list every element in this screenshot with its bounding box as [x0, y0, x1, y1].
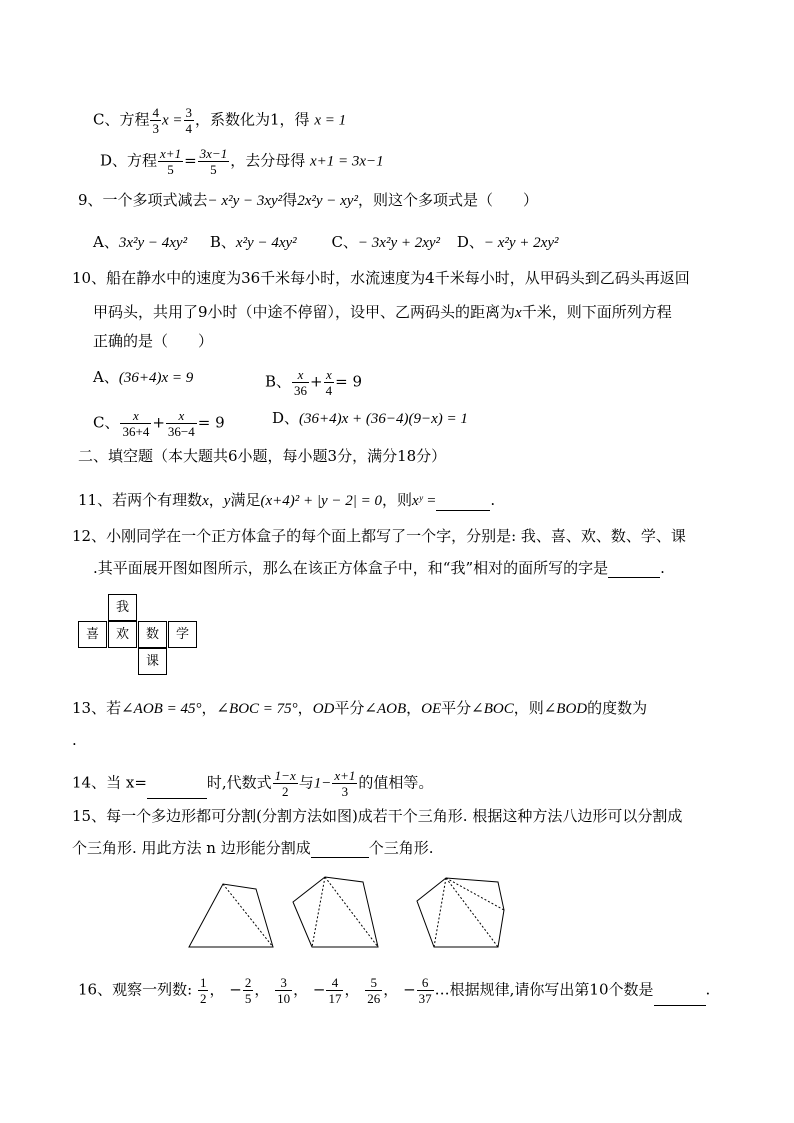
q10-option-d: D、(36+4)x + (36−4)(9−x) = 1 — [272, 409, 468, 427]
pentagon-figure — [293, 877, 378, 947]
fraction: $\frac{x+1}{3}$ — [334, 768, 356, 799]
q10-option-c: C、 $\frac{x}{36+4}$ + $\frac{x}{36-4}$ = 9 — [93, 408, 225, 439]
q10-line1: 10、船在静水中的速度为36千米每小时，水流速度为4千米每小时，从甲码头到乙码头再返回 — [72, 269, 690, 287]
fraction: $\frac{1}{2}$ — [199, 975, 207, 1006]
fraction: $\frac{6}{37}$ — [418, 975, 432, 1006]
net-face-2: 欢 — [108, 621, 137, 648]
q8-option-c: C、方程 $\frac{4}{3}$ x = $\frac{3}{4}$ ，系数化为1，得 x = 1 — [93, 105, 347, 136]
diagonal — [312, 877, 325, 947]
q13-line2: . — [72, 731, 77, 749]
q9-stem: 9、一个多项式减去− x²y − 3xy²得2x²y − xy²，则这个多项式是（ ） — [78, 191, 538, 209]
fraction: $\frac{3}{10}$ — [277, 975, 291, 1006]
answer-blank[interactable] — [311, 841, 369, 858]
fraction: $\frac{4}{3}$ — [152, 105, 159, 136]
fraction: $\frac{2}{5}$ — [244, 975, 252, 1006]
diagonal — [446, 878, 504, 910]
net-face-top: 我 — [108, 594, 137, 621]
diagonal — [434, 878, 446, 947]
diagonal — [446, 878, 498, 947]
fraction: $\frac{x}{36+4}$ — [122, 408, 150, 439]
q11: 11、若两个有理数x，y满足(x+4)² + |y − 2| = 0，则xʸ = . — [78, 491, 496, 509]
q10-option-a: A、(36+4)x = 9 — [93, 368, 194, 386]
q10-line3: 正确的是（ ） — [93, 332, 214, 350]
fraction: $\frac{4}{17}$ — [328, 975, 342, 1006]
quadrilateral-figure — [189, 884, 273, 947]
fraction: $\frac{x}{4}$ — [325, 367, 333, 398]
section-heading: 二、填空题（本大题共6小题，每小题3分，满分18分） — [78, 447, 447, 465]
answer-blank[interactable] — [147, 782, 207, 799]
q12-line2: .其平面展开图如图所示，那么在该正方体盒子中，和“我”相对的面所写的字是 . — [93, 559, 665, 577]
fraction: $\frac{1-x}{2}$ — [274, 768, 296, 799]
q15-line2: 个三角形. 用此方法 n 边形能分割成 个三角形. — [72, 839, 434, 857]
net-face-4: 学 — [168, 621, 197, 648]
hexagon — [417, 878, 504, 947]
q12-line1: 12、小刚同学在一个正方体盒子的每个面上都写了一个字，分别是: 我、喜、欢、数、学、课 — [72, 527, 686, 545]
net-face-bottom: 课 — [138, 648, 167, 675]
fraction: $\frac{3}{4}$ — [185, 105, 193, 136]
hexagon-figure — [417, 878, 504, 947]
fraction: $\frac{x+1}{5}$ — [160, 146, 182, 177]
net-face-3: 数 — [138, 621, 167, 648]
answer-blank[interactable] — [654, 989, 706, 1006]
answer-blank[interactable] — [436, 494, 490, 511]
diagonal — [223, 884, 273, 947]
fraction: $\frac{x}{36}$ — [294, 367, 308, 398]
q9-options: A、3x²y − 4xy² B、x²y − 4xy² C、− 3x²y + 2xy² D、− x²y + 2xy² — [93, 233, 559, 251]
q15-line1: 15、每一个多边形都可分割(分割方法如图)成若干个三角形. 根据这种方法八边形可以分割成 — [72, 807, 683, 825]
q10-line2: 甲码头，共用了9小时（中途不停留），设甲、乙两码头的距离为x千米，则下面所列方程 — [93, 303, 672, 321]
polygon-figures — [180, 870, 520, 950]
fraction: $\frac{3x-1}{5}$ — [199, 146, 228, 177]
q13-line1: 13、若∠AOB = 45°，∠BOC = 75°，OD平分∠AOB，OE平分∠BOC，则∠BOD的度数为 — [72, 699, 648, 717]
q16: 16、观察一列数: $\frac{1}{2}$ ， − $\frac{2}{5}$ ， $\frac{3}{10}$ ， − $\frac{4}{17}$ ， $\frac{5}{26}$ ， − $\frac{6}{37}$ …根据规律,请你写出第10个数是 . — [78, 975, 711, 1006]
q14: 14、当 x= 时,代数式 $\frac{1-x}{2}$ 与1− $\frac{x+1}{3}$ 的值相等。 — [72, 768, 434, 799]
answer-blank[interactable] — [608, 561, 660, 578]
net-face-1: 喜 — [78, 621, 107, 648]
fraction: $\frac{5}{26}$ — [367, 975, 381, 1006]
q8-option-d: D、方程 $\frac{x+1}{5}$ = $\frac{3x-1}{5}$ ，去分母得 x+1 = 3x−1 — [100, 146, 384, 177]
pentagon — [293, 877, 378, 947]
q10-option-b: B、 $\frac{x}{36}$ + $\frac{x}{4}$ = 9 — [265, 367, 362, 398]
fraction: $\frac{x}{36-4}$ — [167, 408, 195, 439]
